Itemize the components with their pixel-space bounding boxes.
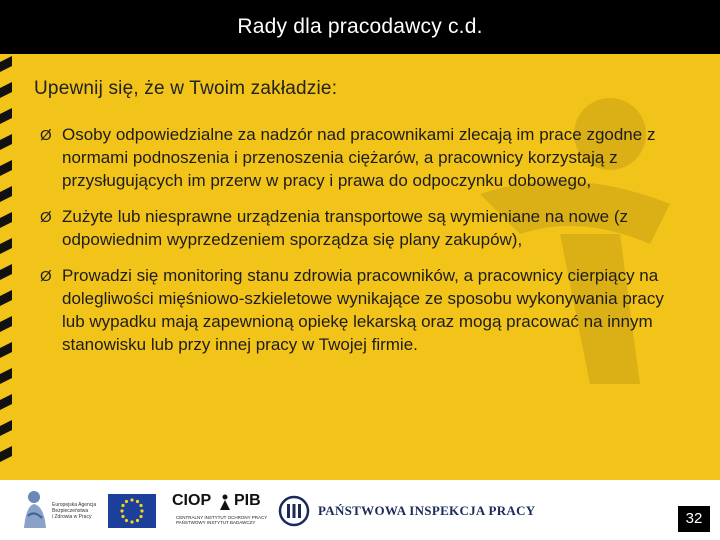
title-bar [0,0,720,54]
pip-label: PAŃSTWOWA INSPEKCJA PRACY [318,503,536,518]
bullet-text: Zużyte lub niesprawne urządzenia transportowe są wymieniane na nowe (z odpowiednim wyprzedzeniem sporządza się plany zakupów), [62,207,629,249]
footer-logos [0,480,720,540]
eu-osha-text [52,502,102,520]
bullet-list [40,123,680,369]
ciop-subtitle [176,515,268,525]
eu-osha-line: Europejska Agencja [52,502,97,508]
bullet-text: Prowadzi się monitoring stanu zdrowia pracowników, a pracownicy cierpiący na dolegliwości mięśniowo-szkieletowe wynikające ze sposobu wykonywania pracy lub wypadku mają zapewnioną opiekę lekarską oraz mogą pracować na innym stanowisku lub przy innej pracy w Twojej firmie. [62,266,664,354]
pib-label: PIB [234,492,261,509]
arrow-bullet-icon: Ø [40,209,52,226]
eu-osha-line: i Zdrowia w Pracy [52,514,92,520]
list-item [40,123,680,192]
eu-osha-line: Bezpieczeństwa [52,508,89,514]
arrow-bullet-icon: Ø [40,268,52,285]
ciop-label: CIOP [172,492,212,509]
ciop-subtitle-line: PAŃSTWOWY INSTYTUT BADAWCZY [176,520,256,525]
eu-osha-logo [20,488,100,534]
eu-flag-icon [108,494,156,528]
ciop-pib-logo [172,492,267,536]
left-stripe-decoration [0,54,16,480]
ciop-figure-icon [219,494,231,510]
bullet-text: Osoby odpowiedzialne za nadzór nad pracownikami zlecają im prace zgodne z normami podnoszenia i przenoszenia ciężarów, a pracownicy korzystają z przysługujących im przerw w pracy i prawa do odpoczynku dobowego, [62,125,656,190]
ciop-subtitle-line: CENTRALNY INSTYTUT OCHRONY PRACY [176,515,268,520]
arrow-bullet-icon: Ø [40,127,52,144]
eu-osha-figure-icon [20,488,50,532]
list-item [40,205,680,251]
page-number: 32 [678,506,710,532]
pip-emblem-icon [278,495,310,527]
slide-title: Rady dla pracodawcy c.d. [237,15,483,38]
list-item [40,264,680,356]
slide-heading: Upewnij się, że w Twoim zakładzie: [34,78,338,99]
